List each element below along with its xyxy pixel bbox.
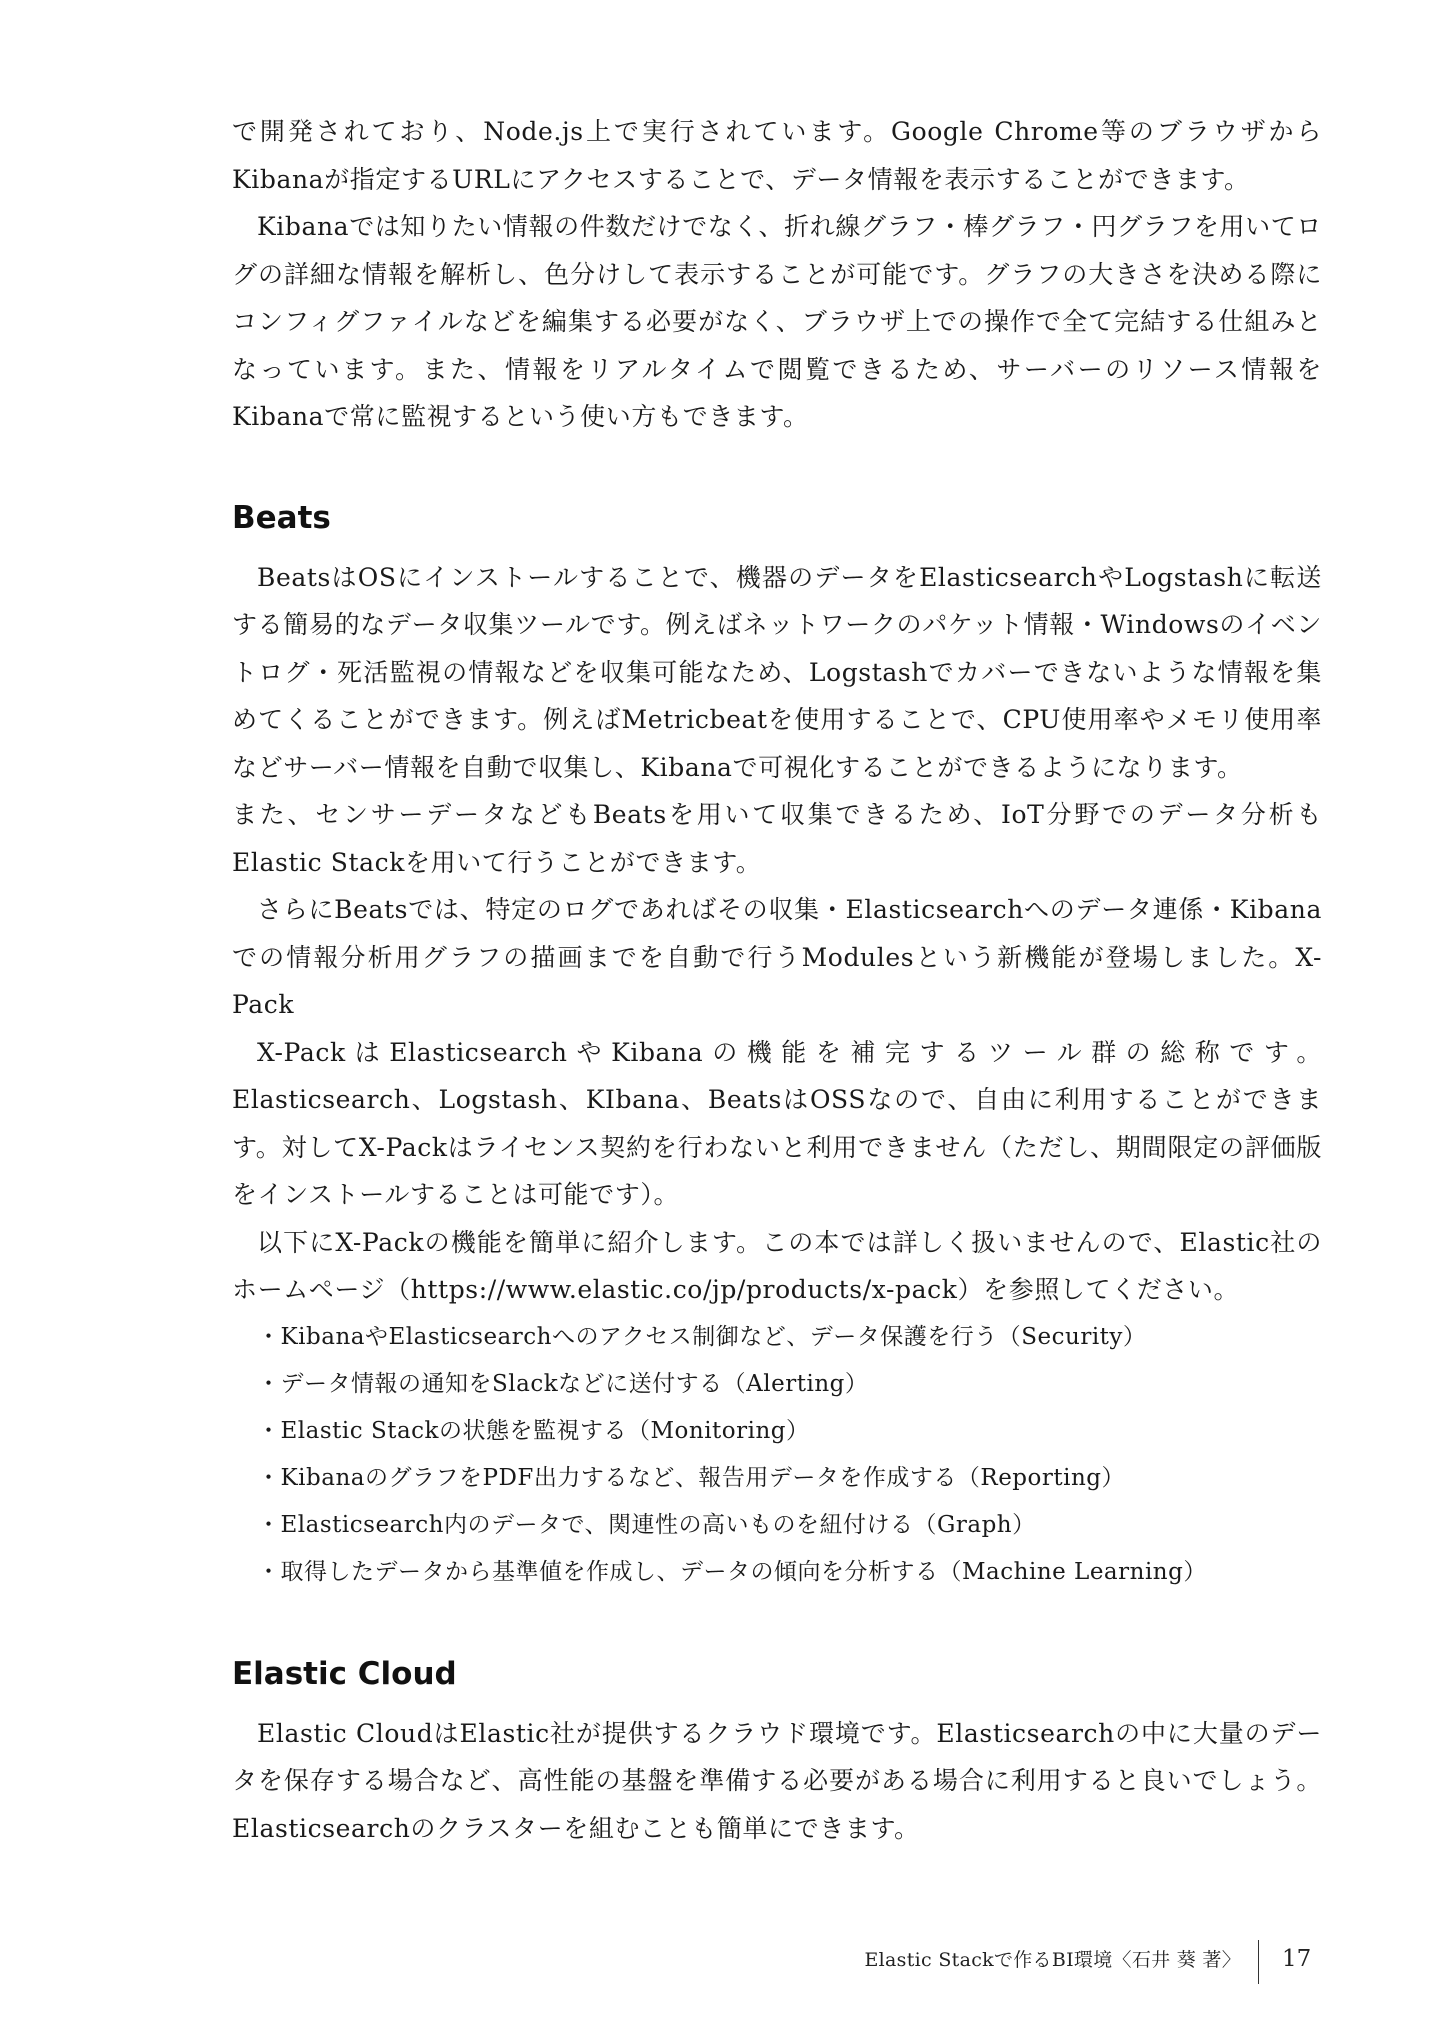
xpack-paragraph-intro: 以下にX-Packの機能を簡単に紹介します。この本では詳しく扱いませんので、Elastic社のホームページ（https://www.elastic.co/jp/products/x-pack）を参照してください。 xyxy=(232,1227,1322,1304)
page-footer xyxy=(0,1940,1433,1980)
list-item: ・取得したデータから基準値を作成し、データの傾向を分析する（Machine Learning） xyxy=(257,1558,1207,1585)
elastic-cloud-paragraph: Elastic CloudはElastic社が提供するクラウド環境です。Elasticsearchの中に大量のデータを保存する場合など、高性能の基盤を準備する必要がある場合に利用すると良いでしょう。Elasticsearchのクラスターを組むことも簡単にできます。 xyxy=(232,1718,1322,1843)
list-item: ・データ情報の通知をSlackなどに送付する（Alerting） xyxy=(257,1370,869,1397)
beats-paragraph-iot: また、センサーデータなどもBeatsを用いて収集できるため、IoT分野でのデータ分析もElastic Stackを用いて行うことができます。 xyxy=(232,800,1322,877)
beats-paragraph-modules: さらにBeatsでは、特定のログであればその収集・Elasticsearchへのデータ連係・Kibanaでの情報分析用グラフの描画までを自動で行うModulesという新機能が登場しました。X-Pack xyxy=(232,895,1322,1019)
xpack-feature-list xyxy=(232,1314,1322,1596)
page-body xyxy=(232,108,1322,1852)
intro-paragraph-kibana: Kibanaでは知りたい情報の件数だけでなく、折れ線グラフ・棒グラフ・円グラフを用いてログの詳細な情報を解析し、色分けして表示することが可能です。グラフの大きさを決める際にコンフィグファイルなどを編集する必要がなく、ブラウザ上での操作で全て完結する仕組みとなっています。また、情報をリアルタイムで閲覧できるため、サーバーのリソース情報をKibanaで常に監視するという使い方もできます。 xyxy=(232,212,1322,431)
page-number: 17 xyxy=(1282,1946,1312,1972)
list-item: ・Elastic Stackの状態を監視する（Monitoring） xyxy=(257,1417,810,1444)
running-title: Elastic Stackで作るBI環境〈石井 葵 著〉 xyxy=(864,1949,1241,1971)
section-heading-beats: Beats xyxy=(232,499,331,536)
intro-paragraph-continued: で開発されており、Node.js上で実行されています。Google Chrome等のブラウザからKibanaが指定するURLにアクセスすることで、データ情報を表示することができます。 xyxy=(232,117,1322,194)
section-heading-elastic-cloud: Elastic Cloud xyxy=(232,1655,457,1692)
footer-divider xyxy=(1258,1940,1259,1984)
xpack-paragraph-overview: X-PackはElasticsearchやKibanaの機能を補完するツール群の総称です。Elasticsearch、Logstash、KIbana、BeatsはOSSなので、自由に利用することができます。対してX-Packはライセンス契約を行わないと利用できません（ただし、期間限定の評価版をインストールすることは可能です）。 xyxy=(232,1037,1322,1209)
list-item: ・KibanaのグラフをPDF出力するなど、報告用データを作成する（Reporting） xyxy=(257,1464,1126,1491)
list-item: ・KibanaやElasticsearchへのアクセス制御など、データ保護を行う（Security） xyxy=(257,1323,1147,1350)
beats-paragraph-overview: BeatsはOSにインストールすることで、機器のデータをElasticsearchやLogstashに転送する簡易的なデータ収集ツールです。例えばネットワークのパケット情報・Windowsのイベントログ・死活監視の情報などを収集可能なため、Logstashでカバーできないような情報を集めてくることができます。例えばMetricbeatを使用することで、CPU使用率やメモリ使用率などサーバー情報を自動で収集し、Kibanaで可視化することができるようになります。 xyxy=(232,562,1322,782)
list-item: ・Elasticsearch内のデータで、関連性の高いものを紐付ける（Graph） xyxy=(257,1511,1036,1538)
